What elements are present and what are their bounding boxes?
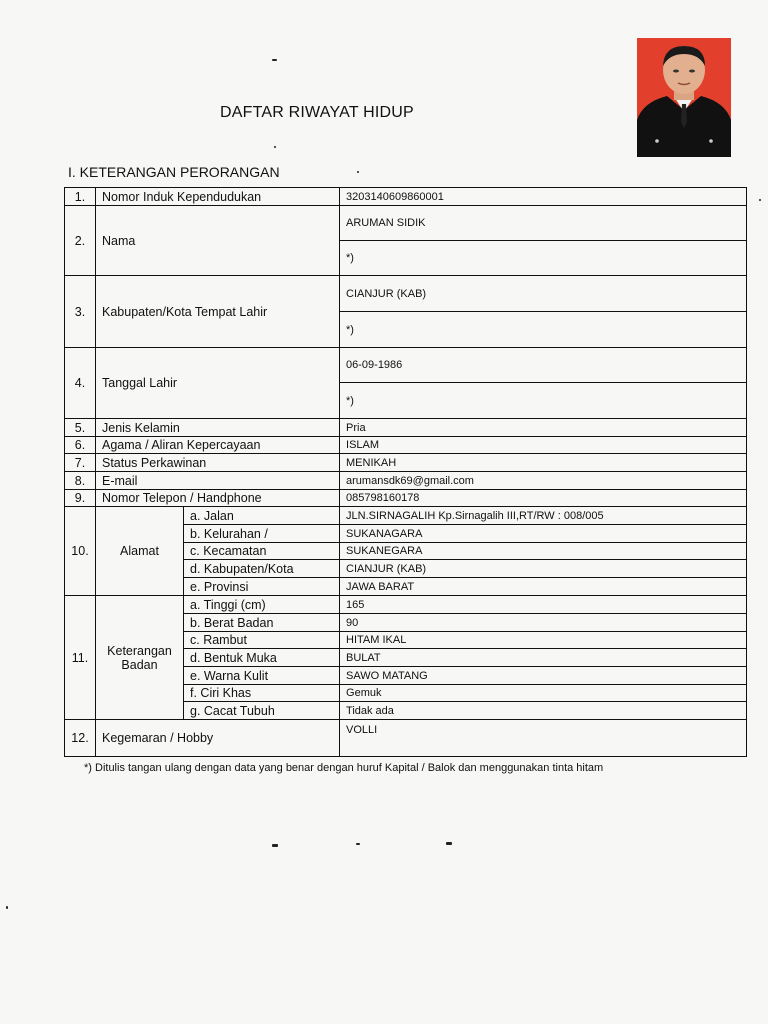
- table-row: [65, 437, 747, 454]
- table-row: [65, 507, 747, 525]
- row-value: MENIKAH: [340, 454, 747, 472]
- sub-label: d. Bentuk Muka: [184, 649, 340, 667]
- scan-speck: [274, 146, 276, 148]
- table-row: [65, 596, 747, 614]
- sub-label: c. Kecamatan: [184, 543, 340, 560]
- row-number: 7.: [65, 454, 96, 472]
- row-number: 8.: [65, 472, 96, 490]
- row-note: *): [340, 383, 747, 419]
- row-number: 6.: [65, 437, 96, 454]
- table-row: [65, 490, 747, 507]
- row-label: Nomor Telepon / Handphone: [96, 490, 340, 507]
- table-row: [65, 419, 747, 437]
- row-number: 3.: [65, 276, 96, 348]
- row-value: 085798160178: [340, 490, 747, 507]
- row-value: ISLAM: [340, 437, 747, 454]
- row-value: ARUMAN SIDIK: [340, 206, 747, 241]
- row-number: 4.: [65, 348, 96, 419]
- sub-label: c. Rambut: [184, 632, 340, 649]
- row-number: 10.: [65, 507, 96, 596]
- row-label: E-mail: [96, 472, 340, 490]
- table-row: [65, 720, 747, 757]
- row-value: SUKANAGARA: [340, 525, 747, 543]
- row-value: Gemuk: [340, 685, 747, 702]
- row-label-line: Badan: [121, 657, 158, 672]
- person-portrait-icon: [637, 38, 731, 157]
- table-row: [65, 348, 747, 383]
- sub-label: e. Warna Kulit: [184, 667, 340, 685]
- sub-label: g. Cacat Tubuh: [184, 702, 340, 720]
- sub-label: b. Kelurahan /: [184, 525, 340, 543]
- row-value: JLN.SIRNAGALIH Kp.Sirnagalih III,RT/RW : 008/005: [340, 507, 747, 525]
- row-label: Kabupaten/Kota Tempat Lahir: [96, 276, 340, 348]
- row-note: *): [340, 241, 747, 276]
- row-value: JAWA BARAT: [340, 578, 747, 596]
- row-value: 3203140609860001: [340, 188, 747, 206]
- row-value: HITAM IKAL: [340, 632, 747, 649]
- row-label: Status Perkawinan: [96, 454, 340, 472]
- row-value: arumansdk69@gmail.com: [340, 472, 747, 490]
- table-row: [65, 206, 747, 241]
- row-value: SUKANEGARA: [340, 543, 747, 560]
- row-label: Nomor Induk Kependudukan: [96, 188, 340, 206]
- scan-speck: [356, 843, 360, 845]
- row-label: [96, 596, 184, 720]
- scan-speck: [272, 844, 278, 847]
- personal-info-table: [64, 187, 747, 757]
- section-title: I. KETERANGAN PERORANGAN: [68, 164, 280, 180]
- row-label: Agama / Aliran Kepercayaan: [96, 437, 340, 454]
- row-label: Alamat: [96, 507, 184, 596]
- row-number: 1.: [65, 188, 96, 206]
- profile-photo: [637, 38, 731, 157]
- row-value: CIANJUR (KAB): [340, 560, 747, 578]
- scan-speck: [446, 842, 452, 845]
- sub-label: e. Provinsi: [184, 578, 340, 596]
- table-row: [65, 276, 747, 312]
- row-value: BULAT: [340, 649, 747, 667]
- scan-speck: [357, 171, 359, 173]
- sub-label: d. Kabupaten/Kota: [184, 560, 340, 578]
- row-number: 2.: [65, 206, 96, 276]
- row-label: Tanggal Lahir: [96, 348, 340, 419]
- table-row: [65, 454, 747, 472]
- row-number: 12.: [65, 720, 96, 757]
- sub-label: f. Ciri Khas: [184, 685, 340, 702]
- scan-speck: [759, 199, 761, 201]
- row-note: *): [340, 312, 747, 348]
- row-label: Jenis Kelamin: [96, 419, 340, 437]
- row-value: 90: [340, 614, 747, 632]
- row-label: Nama: [96, 206, 340, 276]
- sub-label: a. Tinggi (cm): [184, 596, 340, 614]
- row-label: Kegemaran / Hobby: [96, 720, 340, 757]
- row-number: 5.: [65, 419, 96, 437]
- footnote: *) Ditulis tangan ulang dengan data yang benar dengan huruf Kapital / Balok dan menggunakan tinta hitam: [84, 762, 604, 774]
- scan-speck: [272, 59, 277, 61]
- row-value: Tidak ada: [340, 702, 747, 720]
- scan-speck: [6, 906, 8, 909]
- sub-label: b. Berat Badan: [184, 614, 340, 632]
- row-value: Pria: [340, 419, 747, 437]
- row-value: SAWO MATANG: [340, 667, 747, 685]
- row-value: 165: [340, 596, 747, 614]
- row-value: VOLLI: [340, 720, 747, 757]
- sub-label: a. Jalan: [184, 507, 340, 525]
- row-label-line: Keterangan: [107, 643, 172, 658]
- row-number: 11.: [65, 596, 96, 720]
- table-row: [65, 188, 747, 206]
- row-number: 9.: [65, 490, 96, 507]
- row-value: CIANJUR (KAB): [340, 276, 747, 312]
- document-title: DAFTAR RIWAYAT HIDUP: [220, 104, 414, 121]
- table-row: [65, 472, 747, 490]
- row-value: 06-09-1986: [340, 348, 747, 383]
